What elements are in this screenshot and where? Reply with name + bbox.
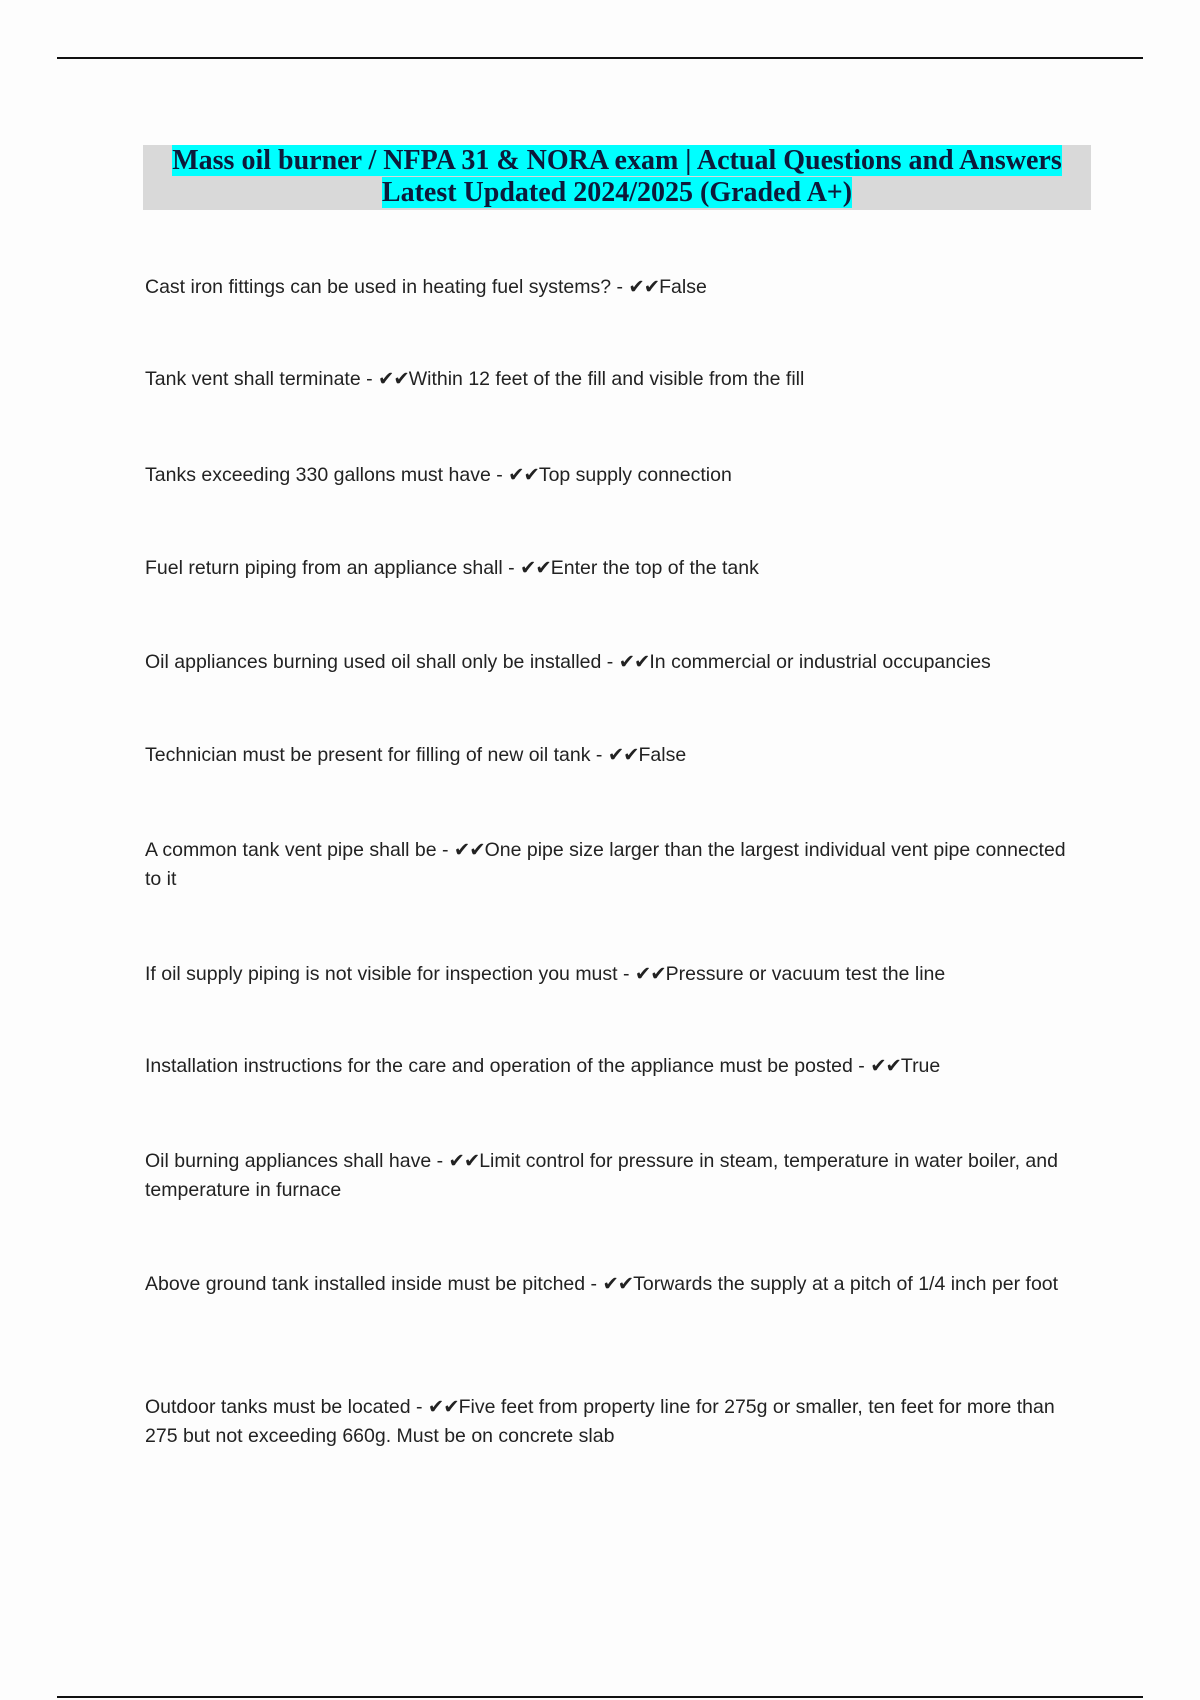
qa-item: [145, 273, 1085, 302]
header-rule: [57, 57, 1143, 59]
question-text: If oil supply piping is not visible for inspection you must -: [145, 963, 635, 985]
question-text: Above ground tank installed inside must be pitched -: [145, 1273, 603, 1295]
qa-item: [145, 960, 1085, 989]
double-check-icon: ✔✔: [453, 839, 485, 861]
double-check-icon: ✔✔: [508, 464, 539, 486]
answer-text: Five feet from property line for 275g or smaller, ten feet for more than 275 but not exceeding 660g. Must be on concrete slab: [145, 1396, 1055, 1447]
answer-text: False: [638, 744, 687, 766]
title-line-1: Mass oil burner / NFPA 31 & NORA exam | Actual Questions and Answers: [172, 145, 1062, 176]
answer-text: Pressure or vacuum test the line: [665, 963, 946, 985]
answer-text: Torwards the supply at a pitch of 1/4 inch per foot: [633, 1273, 1059, 1295]
answer-text: Within 12 feet of the fill and visible from the fill: [408, 368, 805, 390]
question-text: Tank vent shall terminate -: [145, 368, 379, 390]
answer-text: Top supply connection: [538, 464, 732, 486]
answer-text: Enter the top of the tank: [550, 557, 759, 579]
double-check-icon: ✔✔: [628, 276, 660, 298]
question-text: Oil burning appliances shall have -: [145, 1150, 449, 1172]
double-check-icon: ✔✔: [520, 557, 551, 579]
qa-item: [145, 741, 1085, 770]
question-text: Fuel return piping from an appliance shall -: [145, 557, 521, 579]
double-check-icon: ✔✔: [618, 651, 650, 673]
answer-text: One pipe size larger than the largest individual vent pipe connected to it: [145, 839, 1066, 890]
qa-item: [145, 365, 1085, 394]
answer-text: False: [659, 276, 707, 298]
double-check-icon: ✔✔: [602, 1273, 634, 1295]
double-check-icon: ✔✔: [870, 1055, 901, 1077]
question-text: Tanks exceeding 330 gallons must have -: [145, 464, 509, 486]
question-text: A common tank vent pipe shall be -: [145, 839, 454, 861]
answer-text: Limit control for pressure in steam, temperature in water boiler, and temperature in furnace: [145, 1150, 1058, 1201]
qa-item: [145, 1147, 1085, 1205]
double-check-icon: ✔✔: [634, 963, 666, 985]
answer-text: In commercial or industrial occupancies: [649, 651, 991, 673]
document-title: [143, 145, 1091, 210]
footer-rule: [57, 1696, 1143, 1698]
double-check-icon: ✔✔: [378, 368, 409, 390]
question-text: Cast iron fittings can be used in heating fuel systems? -: [145, 276, 629, 298]
qa-item: [145, 836, 1085, 894]
double-check-icon: ✔✔: [448, 1150, 480, 1172]
double-check-icon: ✔✔: [427, 1396, 459, 1418]
qa-item: [145, 648, 1085, 677]
double-check-icon: ✔✔: [607, 744, 639, 766]
qa-item: [145, 554, 1085, 583]
qa-item: [145, 1270, 1085, 1299]
question-text: Oil appliances burning used oil shall only be installed -: [145, 651, 619, 673]
title-line-2: Latest Updated 2024/2025 (Graded A+): [381, 177, 853, 208]
question-text: Technician must be present for filling of new oil tank -: [145, 744, 608, 766]
answer-text: True: [900, 1055, 941, 1077]
qa-item: [145, 1052, 1085, 1081]
qa-item: [145, 1393, 1085, 1451]
question-text: Outdoor tanks must be located -: [145, 1396, 428, 1418]
qa-item: [145, 461, 1085, 490]
question-text: Installation instructions for the care and operation of the appliance must be posted -: [145, 1055, 871, 1077]
